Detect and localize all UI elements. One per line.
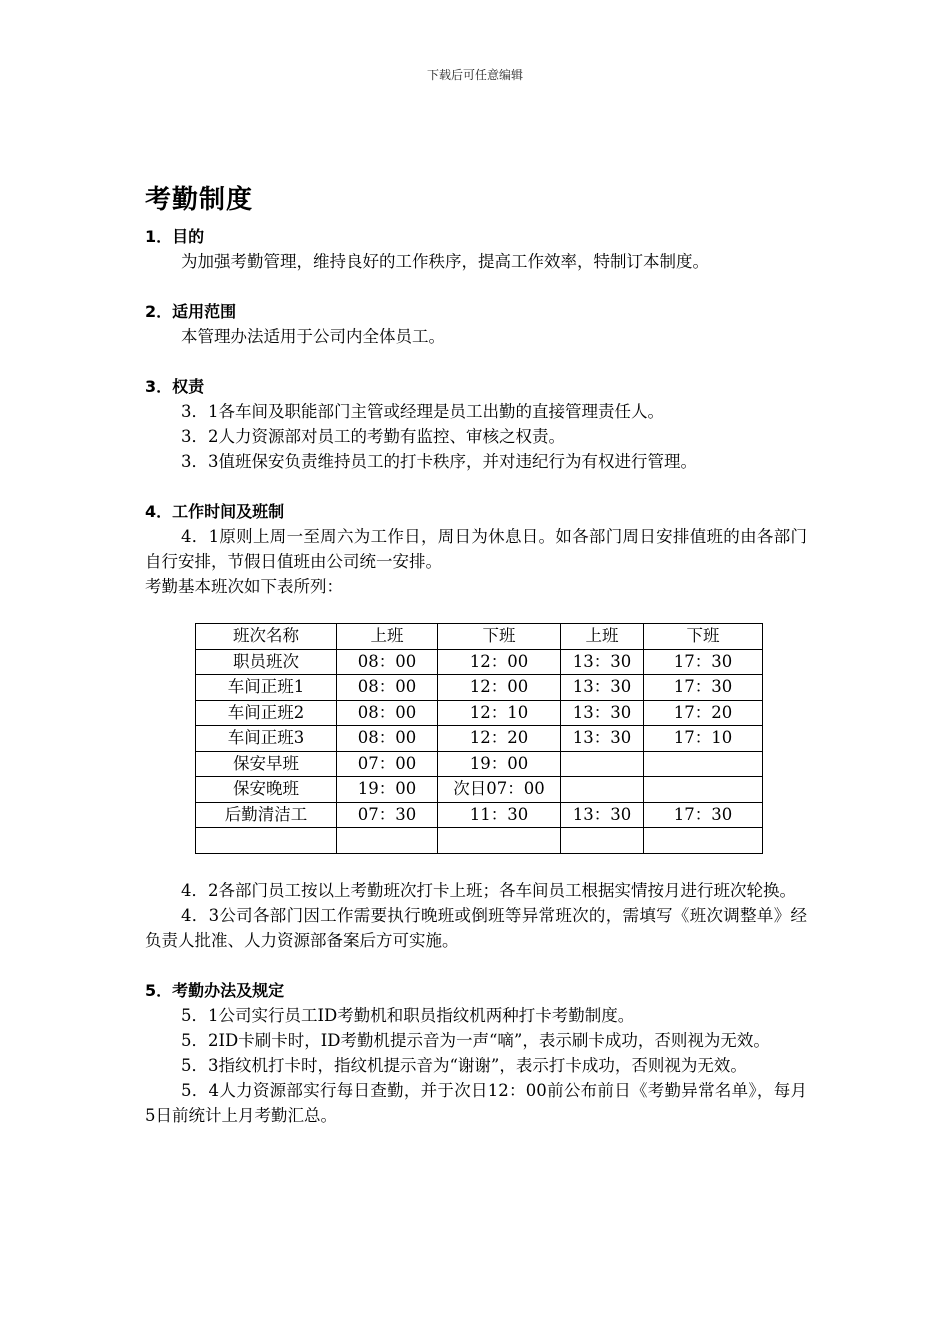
paragraph: 3．1各车间及职能部门主管或经理是员工出勤的直接管理责任人。: [181, 402, 664, 421]
table-cell: 12：10: [438, 700, 561, 726]
table-cell: 车间正班2: [196, 700, 337, 726]
table-cell: 11：30: [438, 802, 561, 828]
table-cell: 车间正班1: [196, 675, 337, 701]
header-cell: 上班: [561, 624, 644, 650]
table-cell: [644, 777, 763, 803]
table-cell: 12：00: [438, 649, 561, 675]
table-cell: 19：00: [438, 751, 561, 777]
header-note: 下载后可任意编辑: [426, 68, 523, 82]
section-responsibilities: [145, 374, 807, 474]
header-cell: 下班: [438, 624, 561, 650]
table-cell: 12：20: [438, 726, 561, 752]
section-heading: 5．考勤办法及规定: [145, 980, 285, 1000]
section-heading: 1．目的: [145, 227, 205, 246]
table-row: [196, 649, 763, 675]
table-cell: [561, 777, 644, 803]
paragraph: 4．3公司各部门因工作需要执行晚班或倒班等异常班次的，需填写《班次调整单》经负责人批准、人力资源部备案后方可实施。: [145, 905, 807, 950]
table-cell: 保安早班: [196, 751, 337, 777]
paragraph: 5．2ID卡刷卡时，ID考勤机提示音为一声“嘀”，表示刷卡成功，否则视为无效。: [181, 1030, 770, 1050]
paragraph: 4．1原则上周一至周六为工作日，周日为休息日。如各部门周日安排值班的由各部门自行安排，节假日值班由公司统一安排。: [145, 527, 807, 571]
table-cell: 17：10: [644, 726, 763, 752]
table-cell: 13：30: [561, 802, 644, 828]
table-row: [196, 675, 763, 701]
table-cell: 13：30: [561, 649, 644, 675]
paragraph: 3．2人力资源部对员工的考勤有监控、审核之权责。: [181, 427, 565, 446]
table-row: [196, 751, 763, 777]
section-purpose: [145, 224, 807, 274]
table-cell: 19：00: [337, 777, 438, 803]
table-cell: [196, 828, 337, 854]
table-cell: 08：00: [337, 700, 438, 726]
table-cell: 保安晚班: [196, 777, 337, 803]
section-attendance-rules: [145, 978, 807, 1128]
table-header-row: [196, 624, 763, 650]
section-scope: [145, 299, 807, 349]
table-cell: [561, 828, 644, 854]
table-cell: 13：30: [561, 726, 644, 752]
header-cell: 下班: [644, 624, 763, 650]
table-cell: 12：00: [438, 675, 561, 701]
table-cell: [644, 828, 763, 854]
shift-table-wrapper: [195, 623, 807, 854]
table-cell: 17：20: [644, 700, 763, 726]
table-cell: 07：00: [337, 751, 438, 777]
section-heading: 3．权责: [145, 377, 205, 396]
table-cell: 13：30: [561, 675, 644, 701]
paragraph: 本管理办法适用于公司内全体员工。: [181, 327, 445, 346]
table-row: [196, 777, 763, 803]
table-cell: 17：30: [644, 649, 763, 675]
table-row: [196, 828, 763, 854]
paragraph: 5．4人力资源部实行每日查勤，并于次日12：00前公布前日《考勤异常名单》，每月5日前统计上月考勤汇总。: [145, 1080, 807, 1125]
table-cell: [644, 751, 763, 777]
table-cell: [438, 828, 561, 854]
paragraph: 3．3值班保安负责维持员工的打卡秩序，并对违纪行为有权进行管理。: [181, 452, 697, 471]
table-cell: [337, 828, 438, 854]
paragraph: 4．2各部门员工按以上考勤班次打卡上班；各车间员工根据实情按月进行班次轮换。: [181, 880, 796, 900]
table-cell: 08：00: [337, 726, 438, 752]
table-cell: 职员班次: [196, 649, 337, 675]
table-cell: 17：30: [644, 675, 763, 701]
paragraph: 5．3指纹机打卡时，指纹机提示音为“谢谢”，表示打卡成功，否则视为无效。: [181, 1055, 747, 1075]
table-intro: 考勤基本班次如下表所列：: [145, 577, 343, 596]
table-row: [196, 802, 763, 828]
paragraph: 5．1公司实行员工ID考勤机和职员指纹机两种打卡考勤制度。: [181, 1005, 635, 1025]
document-body: [145, 180, 807, 1128]
table-cell: 后勤清洁工: [196, 802, 337, 828]
table-cell: [561, 751, 644, 777]
table-cell: 08：00: [337, 675, 438, 701]
table-cell: 车间正班3: [196, 726, 337, 752]
table-cell: 次日07：00: [438, 777, 561, 803]
document-title: 考勤制度: [145, 185, 254, 215]
table-cell: 17：30: [644, 802, 763, 828]
section-heading: 2．适用范围: [145, 302, 237, 321]
table-cell: 13：30: [561, 700, 644, 726]
header-cell: 上班: [337, 624, 438, 650]
section-heading: 4．工作时间及班制: [145, 502, 285, 521]
table-cell: 07：30: [337, 802, 438, 828]
shift-table: [195, 623, 763, 854]
header-cell: 班次名称: [196, 624, 337, 650]
paragraph: 为加强考勤管理，维持良好的工作秩序，提高工作效率，特制订本制度。: [181, 252, 709, 271]
section-work-hours: [145, 499, 807, 953]
table-row: [196, 726, 763, 752]
table-row: [196, 700, 763, 726]
table-cell: 08：00: [337, 649, 438, 675]
